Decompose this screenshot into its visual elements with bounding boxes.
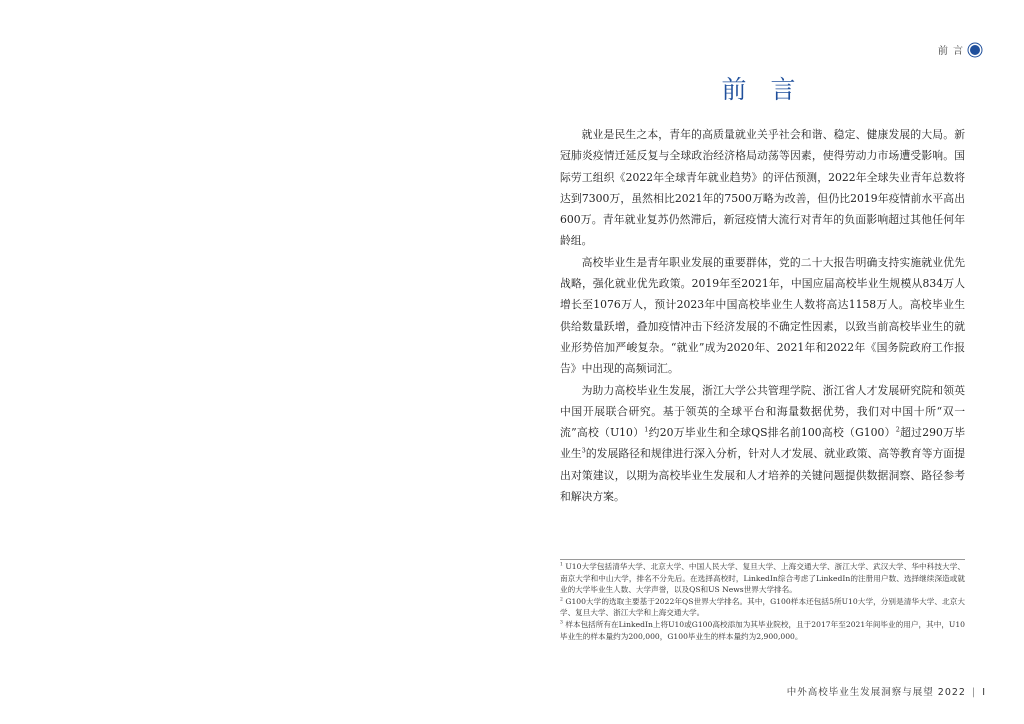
footnote-3 xyxy=(560,619,965,642)
bullet-dot-icon xyxy=(970,45,980,55)
body-text xyxy=(560,124,965,507)
page-footer xyxy=(787,684,986,698)
footnote-mark: 3 xyxy=(560,620,563,626)
paragraph-1: 就业是民生之本，青年的高质量就业关乎社会和谐、稳定、健康发展的大局。新冠肺炎疫情迁延反复与全球政治经济格局动荡等因素，使得劳动力市场遭受影响。国际劳工组织《2022年全球青年就业趋势》的评估预测，2022年全球失业青年总数将达到7300万，虽然相比2021年的7500万略为改善，但仍比2019年疫情前水平高出600万。青年就业复苏仍然滞后，新冠疫情大流行对青年的负面影响超过其他任何年龄组。 xyxy=(560,128,965,248)
footnote-1 xyxy=(560,561,965,596)
paragraph-2: 高校毕业生是青年职业发展的重要群体，党的二十大报告明确支持实施就业优先战略，强化就业优先政策。2019年至2021年，中国应届高校毕业生规模从834万人增长至1076万人，预计2023年中国高校毕业生人数将高达1158万人。高校毕业生供给数量跃增，叠加疫情冲击下经济发展的不确定性因素，以致当前高校毕业生的就业形势倍加严峻复杂。“就业”成为2020年、2021年和2022年《国务院政府工作报告》中出现的高频词汇。 xyxy=(560,255,965,376)
footnote-ref-3: 3 xyxy=(581,446,586,455)
footnote-divider xyxy=(560,559,965,560)
footer-separator: | xyxy=(971,687,977,698)
footnote-text: U10大学包括清华大学、北京大学、中国人民大学、复旦大学、上海交通大学、浙江大学、武汉大学、华中科技大学、南京大学和中山大学，排名不分先后。在选择高校时，LinkedIn综合考虑了LinkedIn的注册用户数、选择继续深造或就业的大学毕业生人数、大学声誉，以及QS和US News世界大学排名。 xyxy=(560,562,965,595)
paragraph-3-part-d: 的发展路径和规律进行深入分析，针对人才发展、就业政策、高等教育等方面提出对策建议，以期为高校毕业生发展和人才培养的关键问题提供数据洞察、路径参考和解决方案。 xyxy=(560,447,965,504)
paragraph-3 xyxy=(560,380,965,508)
footnote-mark: 2 xyxy=(560,597,563,603)
page-number: I xyxy=(982,687,986,698)
section-header xyxy=(938,42,980,57)
page-title: 前 言 xyxy=(721,75,804,104)
paragraph-3-part-b: 约20万毕业生和全球QS排名前100高校（G100） xyxy=(648,426,896,440)
footnote-2 xyxy=(560,596,965,619)
section-label: 前 言 xyxy=(937,46,964,57)
paragraph-3-part-a: 为助力高校毕业生发展，浙江大学公共管理学院、浙江省人才发展研究院和领英中国开展联合研究。基于领英的全球平台和海量数据优势，我们对中国十所“双一流”高校（U10） xyxy=(560,383,965,440)
report-title: 中外高校毕业生发展洞察与展望 2022 xyxy=(786,687,966,698)
footnote-mark: 1 xyxy=(560,562,563,568)
paragraph-3-part-c: 超过290万毕业生 xyxy=(560,426,966,461)
footnotes xyxy=(560,561,965,642)
footnote-ref-1: 1 xyxy=(644,425,649,434)
footnote-text: 样本包括所有在LinkedIn上将U10或G100高校添加为其毕业院校，且于2017年至2021年间毕业的用户，其中，U10毕业生的样本量约为200,000，G100毕业生的样本量约为2,900,000。 xyxy=(560,619,965,641)
footnote-ref-2: 2 xyxy=(895,425,900,434)
footnote-text: G100大学的选取主要基于2022年QS世界大学排名。其中，G100样本还包括5所U10大学，分别是清华大学、北京大学、复旦大学、浙江大学和上海交通大学。 xyxy=(560,596,965,618)
